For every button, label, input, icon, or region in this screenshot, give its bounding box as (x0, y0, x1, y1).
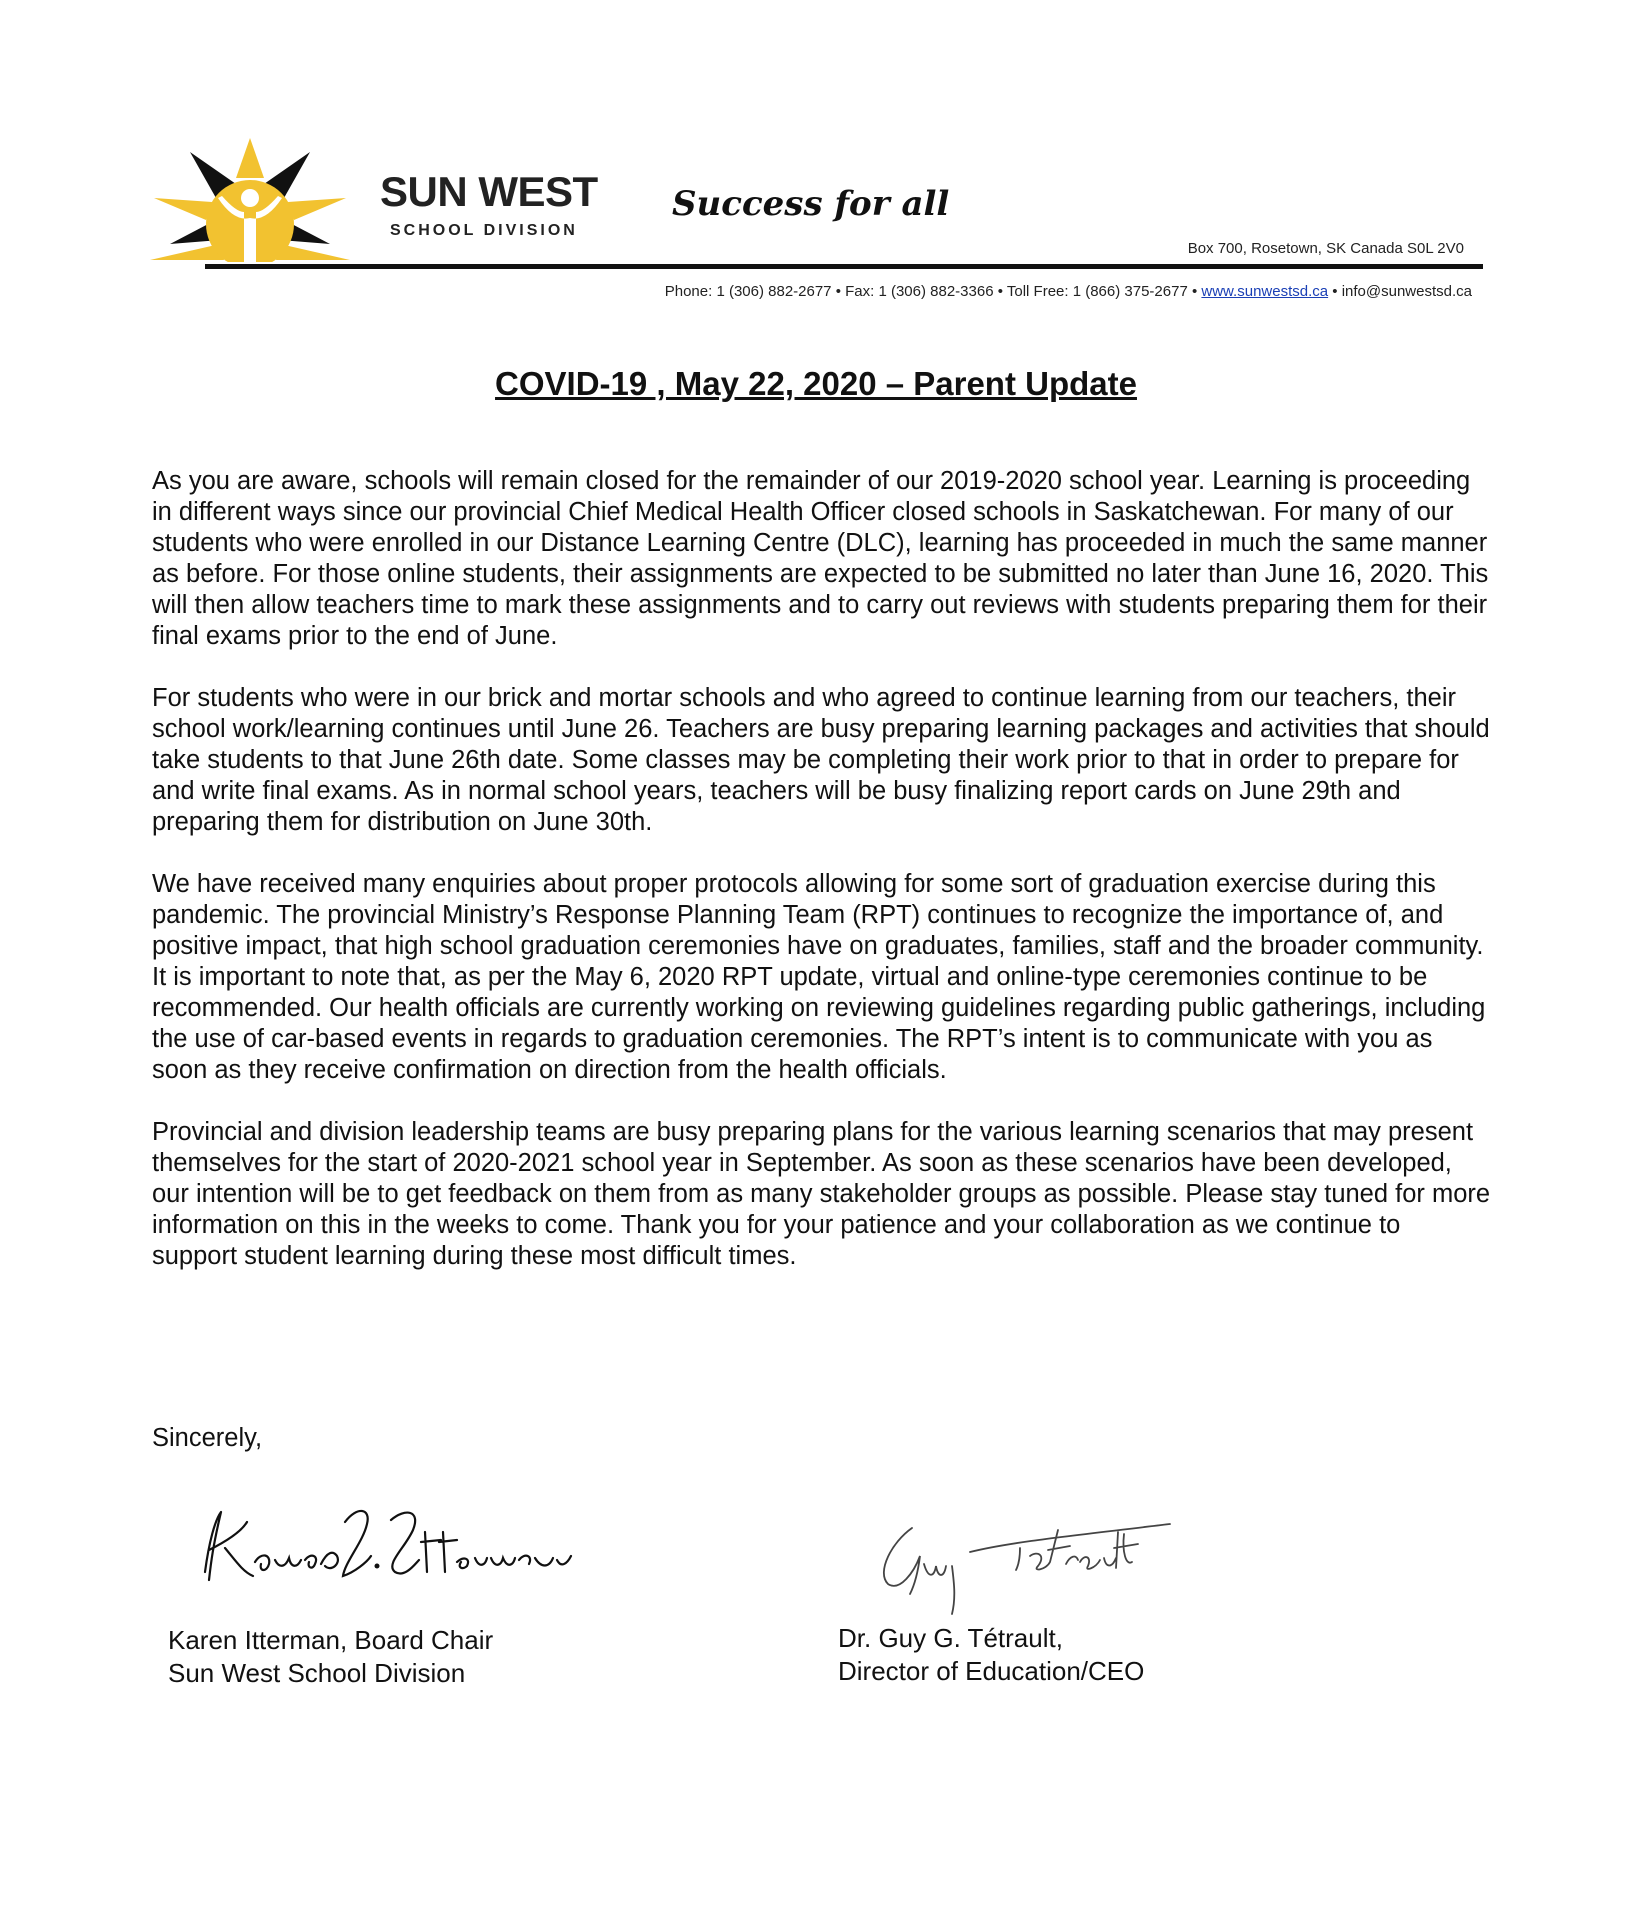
paragraph: As you are aware, schools will remain closed for the remainder of our 2019-2020 school year. Learning is proceeding in different ways since our provincial Chief Medical Health Officer closed schools in Saskatchewan. For many of our students who were enrolled in our Distance Learning Centre (DLC), learning has proceeded in much the same manner as before. For those online students, their assignments are expected to be submitted no later than June 16, 2020. This will then allow teachers time to mark these assignments and to carry out reviews with students preparing them for their final exams prior to the end of June. (152, 467, 1489, 650)
letterhead-rule (205, 264, 1483, 269)
signature-guy-tetrault (870, 1512, 1200, 1622)
tagline: Success for all (672, 184, 950, 224)
closing: Sincerely, (152, 1424, 263, 1452)
signatory-title: Director of Education/CEO (838, 1656, 1145, 1686)
signature-karen-itterman (195, 1502, 575, 1592)
paragraph: We have received many enquiries about proper protocols allowing for some sort of graduation exercise during this pandemic. The provincial Ministry’s Response Planning Team (RPT) continues to recognize the importance of, and positive impact, that high school graduation ceremonies have on graduates, families, staff and the broader community. It is important to note that, as per the May 6, 2020 RPT update, virtual and online-type ceremonies continue to be recommended. Our health officials are currently working on reviewing guidelines regarding public gatherings, including the use of car-based events in regards to graduation ceremonies. The RPT’s intent is to communicate with you as soon as they receive confirmation on direction from the health officials. (152, 870, 1486, 1084)
contact-phone-fax: Phone: 1 (306) 882-2677 • Fax: 1 (306) 882-3366 • Toll Free: 1 (866) 375-2677 • (664, 283, 1202, 300)
org-address: Box 700, Rosetown, SK Canada S0L 2V0 (1187, 240, 1464, 257)
paragraph: For students who were in our brick and mortar schools and who agreed to continue learning from our teachers, their school work/learning continues until June 26. Teachers are busy preparing learning packages and activities that should take students to that June 26th date. Some classes may be completing their work prior to that in order to prepare for and write final exams. As in normal school years, teachers will be busy finalizing report cards on June 29th and preparing them for distribution on June 30th. (152, 684, 1490, 836)
website-link[interactable]: www.sunwestsd.ca (1201, 283, 1329, 300)
signatory-name: Dr. Guy G. Tétrault, (838, 1623, 1063, 1653)
letter-body (152, 466, 1492, 1303)
contact-email: • info@sunwestsd.ca (1328, 283, 1472, 300)
org-name: SUN WEST (380, 168, 598, 215)
paragraph: Provincial and division leadership teams are busy preparing plans for the various learning scenarios that may present themselves for the start of 2020-2021 school year in September. As soon as these scenarios have been developed, our intention will be to get feedback on them from as many stakeholder groups as possible. Please stay tuned for more information on this in the weeks to come. Thank you for your patience and your collaboration as we continue to support student learning during these most difficult times. (152, 1118, 1491, 1270)
document-title: COVID-19 , May 22, 2020 – Parent Update (495, 365, 1137, 402)
contact-line (665, 283, 1472, 300)
sun-west-logo (150, 136, 350, 268)
org-subtitle: SCHOOL DIVISION (390, 222, 578, 239)
signatory-org: Sun West School Division (168, 1658, 466, 1688)
signatory-board-chair (168, 1624, 493, 1690)
signatory-name: Karen Itterman, Board Chair (168, 1625, 494, 1655)
signatory-director (838, 1622, 1144, 1688)
